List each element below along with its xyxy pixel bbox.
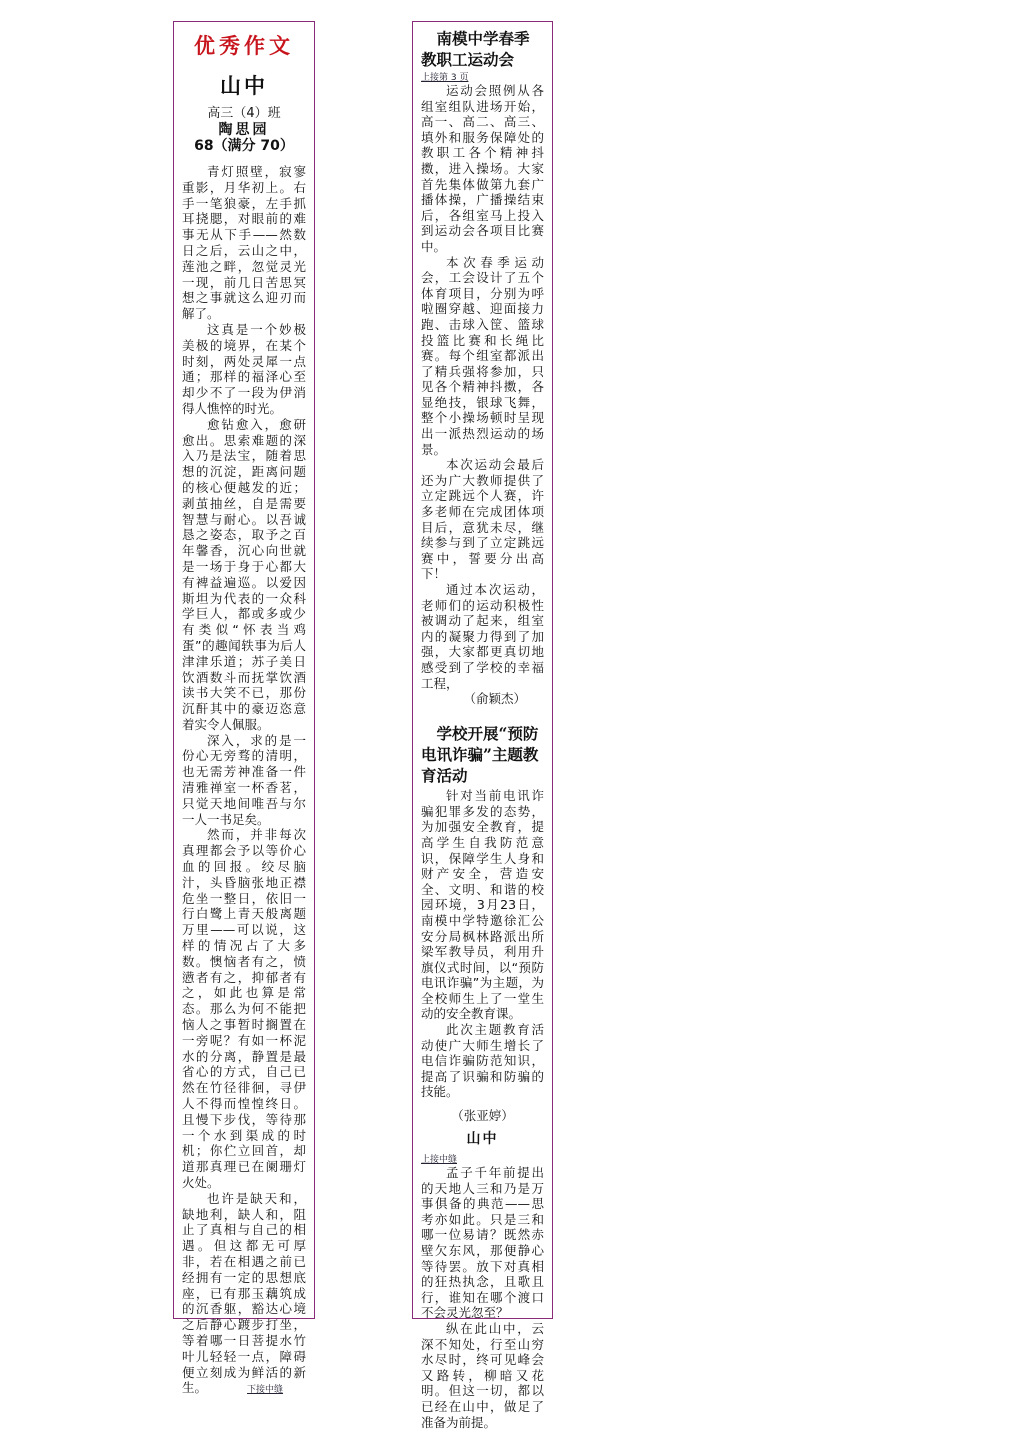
article-paragraph: 针对当前电讯诈骗犯罪多发的态势，为加强安全教育，提高学生自我防范意识，保障学生人身和财产安全，营造安全、文明、和谐的校园环境，3月23日，南模中学特邀徐汇公安分局枫林路派出所梁军教导员，利用升旗仪式时间，以“预防电讯诈骗”为主题，为全校师生上了一堂生动的安全教育课。 <box>421 788 544 1022</box>
continuation-title: 山中 <box>466 1131 499 1148</box>
essay-paragraph: 青灯照壁，寂寥重影，月华初上。右手一笔狼豪，左手抓耳挠腮，对眼前的难事无从下手——然数日之后，云山之中，莲池之畔，忽觉灵光一现，前几日苦思冥想之事就这么迎刃而解了。 <box>182 164 306 322</box>
article-paragraph: 此次主题教育活动使广大师生增长了电信诈骗防范知识，提高了识骗和防骗的技能。 <box>421 1022 544 1100</box>
article-title-sports-meet: 南模中学春季教职工运动会 <box>421 29 530 69</box>
continuation-paragraph: 孟子千年前提出的天地人三和乃是万事俱备的典范——思考亦如此。只是三和哪一位易请？既然赤壁欠东风，那便静心等待罢。放下对真相的狂热执念，且歌且行，谁知在哪个渡口不会灵光忽至？ <box>421 1165 544 1321</box>
right-column <box>412 21 553 1430</box>
article-author: （张亚婷） <box>451 1108 514 1124</box>
article-body-anti-fraud <box>421 788 544 1100</box>
essay-author: 陶思园 <box>218 122 270 138</box>
article-paragraph: 本次运动会最后还为广大教师提供了立定跳远个人赛，许多老师在完成团体项目后，意犹未尽，继续参与到了立定跳远赛中，誓要分出高下！ <box>421 457 544 582</box>
article-paragraph: 本次春季运动会，工会设计了五个体育项目，分别为呼啦圈穿越、迎面接力跑、击球入筐、篮球投篮比赛和长绳比赛。每个组室都派出了精兵强将参加，只见各个精神抖擞，各显绝技，银球飞舞，整个小操场顿时呈现出一派热烈运动的场景。 <box>421 254 544 457</box>
continuation-body <box>421 1165 544 1430</box>
essay-paragraph: 深入，求的是一份心无旁骛的清明，也无需芳神准备一件清雅禅室一杯香茗，只觉天地间唯吾与尔一人一书足矣。 <box>182 732 306 827</box>
continue-link[interactable]: 下接中缝 <box>247 1385 284 1396</box>
article-paragraph: 运动会照例从各组室组队进场开始，高一、高二、高三、填外和服务保障处的教职工各个精神抖擞，进入操场。大家首先集体做第九套广播体操，广播操结束后，各组室马上投入到运动会各项目比赛中。 <box>421 83 544 254</box>
section-banner: 优秀作文 <box>194 33 294 58</box>
essay-paragraph: 然而，并非每次真理都会予以等价心血的回报。绞尽脑汁，头昏脑张地正襟危坐一整日，依旧一行白鹭上青天般离题万里——可以说，这样的情况占了大多数。懊恼者有之，愤懑者有之，抑郁者有之，如此也算是常态。那么为何不能把恼人之事暂时搁置在一旁呢？有如一杯泥水的分离，静置是最省心的方式，自己已然在竹径徘徊，寻伊人不得而惶惶终日。且慢下步伐，等待那一个水到渠成的时机；你伫立回首，却道那真理已在阑珊灯火处。 <box>182 827 306 1190</box>
essay-paragraph <box>182 1191 306 1399</box>
continuation-paragraph: 纵在此山中，云深不知处，行至山穷水尽时，终可见峰会又路转，柳暗又花明。但这一切，都以已经在山中，做足了准备为前提。 <box>421 1320 544 1430</box>
article-body-sports-meet <box>421 83 544 691</box>
essay-score: 68（满分 70） <box>194 138 294 154</box>
essay-title: 山中 <box>220 73 268 98</box>
from-page-link[interactable]: 上接第 3 页 <box>421 73 469 83</box>
essay-paragraph-text: 也许是缺天和，缺地利，缺人和，阻止了真相与自己的相遇。但这都无可厚非，若在相遇之前已经拥有一定的思想底座，已有那玉藕筑成的沉香躯，豁达心境之后静心踱步打坐，等着哪一日菩提水竹叶儿轻轻一点，障碍便立刻成为鲜活的新生。 <box>182 1190 306 1396</box>
article-title-anti-fraud: 学校开展“预防电讯诈骗”主题教育活动 <box>421 724 539 786</box>
essay-paragraph: 愈钻愈入，愈研愈出。思索难题的深入乃是法宝，随着思想的沉淀，距离问题的核心便越发的近；剥茧抽丝，自是需要智慧与耐心。以吾诚恳之姿态，取予之百年馨香，沉心向世就是一场于身于心都大有裨益遍巡。以爱因斯坦为代表的一众科学巨人，都或多或少有类似“怀表当鸡蛋”的趣闻轶事为后人津津乐道；苏子美日饮酒数斗而抚掌饮酒读书大笑不已，那份沉酐其中的豪迈恣意着实令人佩服。 <box>182 416 306 732</box>
essay-paragraph: 这真是一个妙极美极的境界，在某个时刻，两处灵犀一点通；那样的福泽心至却少不了一段为伊消得人憔悴的时光。 <box>182 321 306 416</box>
article-author: （俞颖杰） <box>463 691 526 707</box>
article-paragraph: 通过本次运动，老师们的运动积极性被调动了起来，组室内的凝聚力得到了加强，大家都更真切地感受到了学校的幸福工程， <box>421 582 544 691</box>
class-name: 高三（4）班 <box>207 106 281 121</box>
essay-body <box>182 164 306 1399</box>
left-column <box>173 21 315 1396</box>
from-fold-link[interactable]: 上接中缝 <box>421 1155 458 1166</box>
